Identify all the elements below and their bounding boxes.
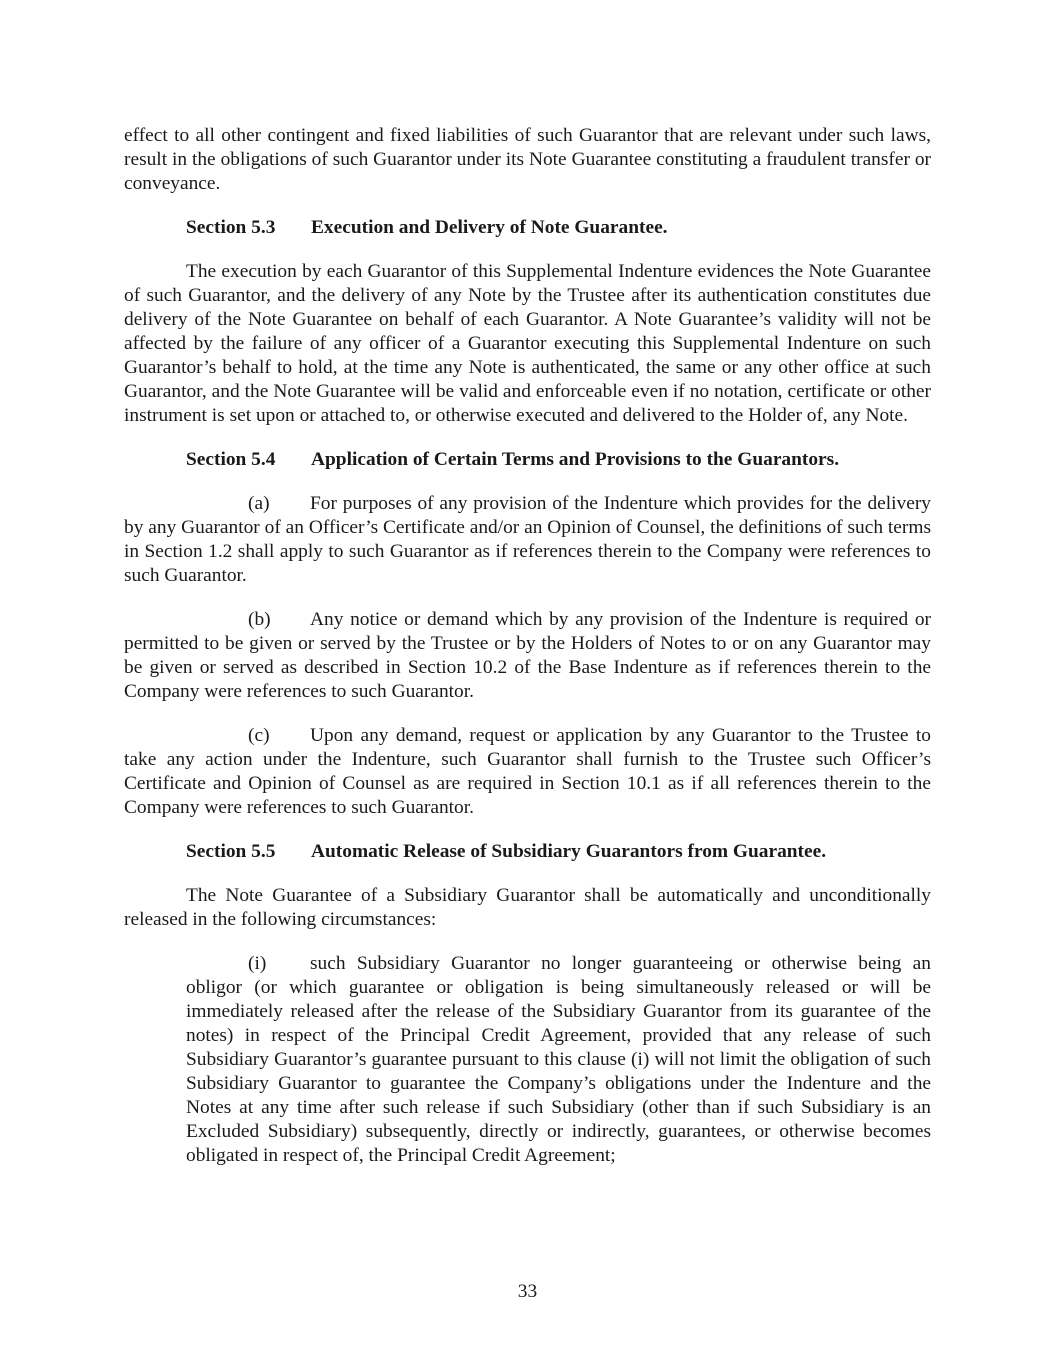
clause-i xyxy=(186,952,931,1168)
clause-b xyxy=(124,608,931,704)
clause-text: Upon any demand, request or application by any Guarantor to the Trustee to take any action under the Indenture, such Guarantor shall furnish to the Trustee such Officer’s Certificate and Opinion of Counsel as are required in Section 10.1 as if all references therein to the Company were references to such Guarantor. xyxy=(124,725,931,818)
clause-text: Any notice or demand which by any provision of the Indenture is required or permitted to be given or served by the Trustee or by the Holders of Notes to or on any Guarantor may be given or served as described in Section 10.2 of the Base Indenture as if references therein to the Company were references to such Guarantor. xyxy=(124,609,931,702)
clause-c xyxy=(124,724,931,820)
section-number: Section 5.5 xyxy=(186,841,276,862)
clause-label: (a) xyxy=(248,493,270,514)
paragraph-continued: effect to all other contingent and fixed liabilities of such Guarantor that are relevant under such laws, result in the obligations of such Guarantor under its Note Guarantee constituting a fraudulent transfer or conveyance. xyxy=(124,125,931,194)
section-heading-5-4 xyxy=(124,448,931,472)
clause-text: such Subsidiary Guarantor no longer guaranteeing or otherwise being an obligor (or which guarantee or obligation is being simultaneously released or will be immediately released after the release of the Subsidiary Guarantor from its guarantee of the notes) in respect of the Principal Credit Agreement, provided that any release of such Subsidiary Guarantor’s guarantee pursuant to this clause (i) will not limit the obligation of such Subsidiary Guarantor to guarantee the Company’s obligations under the Indenture and the Notes at any time after such release if such Subsidiary (other than if such Subsidiary is an Excluded Subsidiary) subsequently, directly or indirectly, guarantees, or otherwise becomes obligated in respect of, the Principal Credit Agreement; xyxy=(186,953,931,1166)
clause-label: (i) xyxy=(248,953,267,974)
section-number: Section 5.3 xyxy=(186,217,276,238)
page-number: 33 xyxy=(517,1281,538,1302)
clause-label: (b) xyxy=(248,609,271,630)
clause-label: (c) xyxy=(248,725,270,746)
section-title: Execution and Delivery of Note Guarantee. xyxy=(311,217,668,238)
clause-a xyxy=(124,492,931,588)
section-heading-5-5 xyxy=(124,840,931,864)
section-heading-5-3 xyxy=(124,216,931,240)
section-title: Automatic Release of Subsidiary Guarantors from Guarantee. xyxy=(311,841,827,862)
paragraph-section-5-3: The execution by each Guarantor of this Supplemental Indenture evidences the Note Guarantee of such Guarantor, and the delivery of any Note by the Trustee after its authentication constitutes due delivery of the Note Guarantee on behalf of each Guarantor. A Note Guarantee’s validity will not be affected by the failure of any officer of a Guarantor executing this Supplemental Indenture on such Guarantor’s behalf to hold, at the time any Note is authenticated, the same or any other office at such Guarantor, and the Note Guarantee will be valid and enforceable even if no notation, certificate or other instrument is set upon or attached to, or otherwise executed and delivered to the Holder of, any Note. xyxy=(124,261,931,426)
clause-text: For purposes of any provision of the Indenture which provides for the delivery by any Guarantor of an Officer’s Certificate and/or an Opinion of Counsel, the definitions of such terms in Section 1.2 shall apply to such Guarantor as if references therein to the Company were references to such Guarantor. xyxy=(124,493,931,586)
paragraph-section-5-5-intro: The Note Guarantee of a Subsidiary Guarantor shall be automatically and unconditionally released in the following circumstances: xyxy=(124,885,931,930)
document-page xyxy=(124,124,931,1168)
section-title: Application of Certain Terms and Provisions to the Guarantors. xyxy=(311,449,840,470)
section-number: Section 5.4 xyxy=(186,449,276,470)
